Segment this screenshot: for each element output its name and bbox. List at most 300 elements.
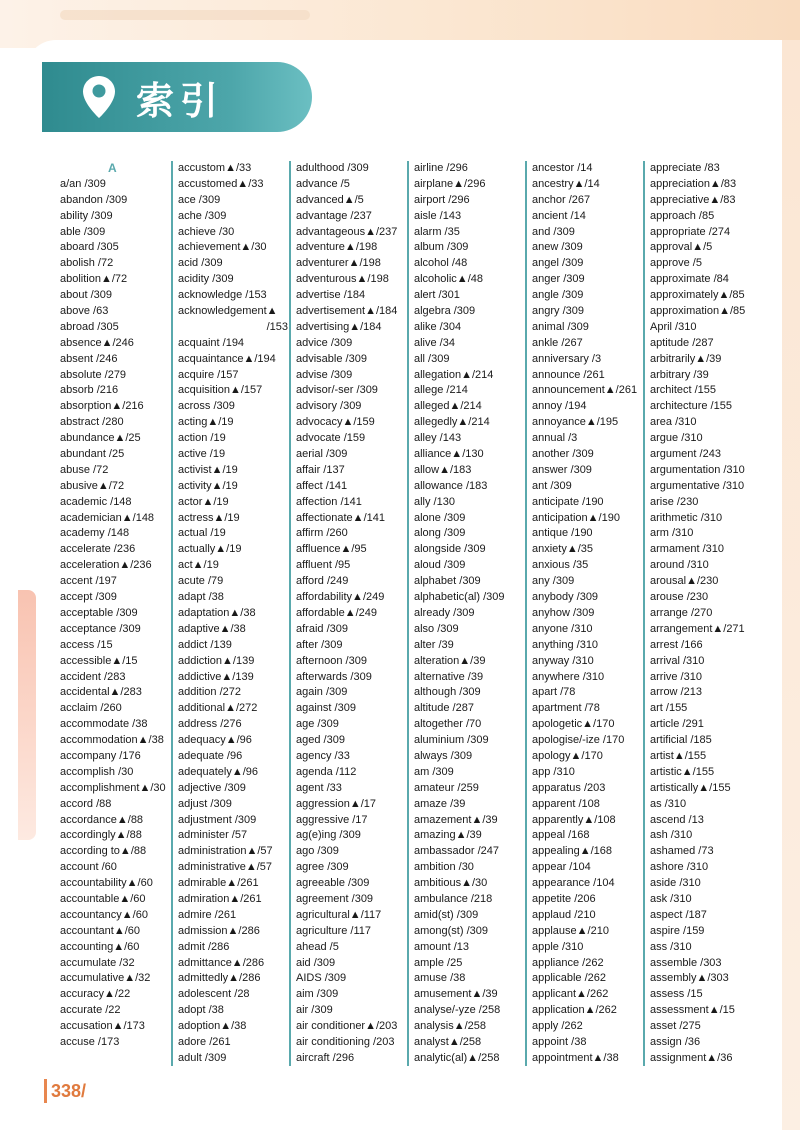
index-entry: airline /296 — [414, 162, 468, 174]
index-entry: acid /309 — [178, 257, 223, 270]
index-entry: airport /296 — [414, 193, 470, 206]
right-edge-strip — [782, 40, 800, 1130]
index-column-2 — [178, 161, 290, 1071]
index-entry: advanced▲/5 — [296, 193, 364, 206]
index-entry: affect /141 — [296, 479, 348, 492]
index-entry: alteration▲/39 — [414, 654, 486, 667]
index-entry: amazement▲/39 — [414, 813, 498, 826]
index-entry: also /309 — [414, 622, 459, 635]
index-entry: as /310 — [650, 797, 687, 810]
index-entry: arise /230 — [650, 495, 699, 508]
index-column-6 — [650, 161, 766, 1071]
index-entry: ashore /310 — [650, 861, 709, 874]
index-entry: accountancy▲/60 — [60, 908, 148, 921]
index-entry: applicant▲/262 — [532, 988, 609, 1001]
index-entry: artistically▲/155 — [650, 781, 731, 794]
index-entry: ambassador /247 — [414, 845, 499, 858]
index-entry: ago /309 — [296, 845, 339, 858]
index-entry: air conditioner▲/203 — [296, 1020, 398, 1033]
index-entry: aloud /309 — [414, 559, 466, 572]
index-entry: acceleration▲/236 — [60, 559, 152, 572]
index-entry: asset /275 — [650, 1020, 701, 1033]
index-entry: advocacy▲/159 — [296, 416, 375, 429]
index-entry: acquisition▲/157 — [178, 384, 263, 397]
index-entry: additional▲/272 — [178, 702, 258, 715]
index-entry: adjustment /309 — [178, 813, 257, 826]
index-entry: abusive▲/72 — [60, 479, 125, 492]
index-entry: addiction▲/139 — [178, 654, 255, 667]
index-entry: armament /310 — [650, 543, 724, 556]
index-entry: alphabet /309 — [414, 575, 481, 588]
index-entry: agriculture /117 — [296, 924, 372, 937]
index-entry: advocate /159 — [296, 432, 366, 445]
index-entry: anything /310 — [532, 638, 599, 651]
index-entry: able /309 — [60, 225, 106, 238]
index-entry: ample /25 — [414, 956, 463, 969]
index-entry: anticipate /190 — [532, 495, 604, 508]
index-entry: angle /309 — [532, 289, 584, 302]
index-entry: aside /310 — [650, 877, 701, 890]
index-entry: approximation▲/85 — [650, 305, 746, 318]
index-entry: acquaintance▲/194 — [178, 352, 276, 365]
index-entry: apologetic▲/170 — [532, 718, 615, 731]
index-entry: adulthood /309 — [296, 162, 369, 174]
index-entry: application▲/262 — [532, 1004, 617, 1017]
index-entry: approximate /84 — [650, 273, 729, 286]
index-entry: anxiety▲/35 — [532, 543, 594, 556]
index-entry: April /310 — [650, 320, 697, 333]
index-entry: accuse /173 — [60, 1035, 120, 1048]
index-entry: any /309 — [532, 575, 575, 588]
index-entry: approximately▲/85 — [650, 289, 745, 302]
index-entry: aisle /143 — [414, 209, 462, 222]
index-entry: allege /214 — [414, 384, 468, 397]
index-entry: administer /57 — [178, 829, 248, 842]
index-entry: approach /85 — [650, 209, 715, 222]
index-entry: accent /197 — [60, 575, 117, 588]
index-entry: anywhere /310 — [532, 670, 605, 683]
index-entry: accident /283 — [60, 670, 126, 683]
index-entry: algebra /309 — [414, 305, 476, 318]
index-entry: article /291 — [650, 718, 704, 731]
index-entry: analyst▲/258 — [414, 1035, 482, 1048]
index-entry: addictive▲/139 — [178, 670, 254, 683]
index-entry: ancestor /14 — [532, 162, 593, 174]
index-entry: academy /148 — [60, 527, 130, 540]
index-entry: amid(st) /309 — [414, 908, 479, 921]
index-entry: agreement /309 — [296, 892, 374, 905]
index-entry: anyhow /309 — [532, 606, 595, 619]
index-entry: affection /141 — [296, 495, 362, 508]
index-entry: absent /246 — [60, 352, 118, 365]
index-entry: appropriate /274 — [650, 225, 731, 238]
index-entry: allegation▲/214 — [414, 368, 494, 381]
index-entry: accounting▲/60 — [60, 940, 140, 953]
index-entry: announcement▲/261 — [532, 384, 638, 397]
index-entry: amateur /259 — [414, 781, 479, 794]
index-entry: ambition /30 — [414, 861, 474, 874]
index-entry: alarm /35 — [414, 225, 460, 238]
index-entry: arouse /230 — [650, 591, 709, 604]
index-entry: annoyance▲/195 — [532, 416, 619, 429]
index-entry: ancient /14 — [532, 209, 586, 222]
index-entry: apparently▲/108 — [532, 813, 616, 826]
index-entry: accordingly▲/88 — [60, 829, 142, 842]
index-entry: apple /310 — [532, 940, 584, 953]
index-entry: amount /13 — [414, 940, 470, 953]
index-entry: allowance /183 — [414, 479, 488, 492]
index-entry: advisor/-ser /309 — [296, 384, 378, 397]
index-entry: accommodate /38 — [60, 718, 148, 731]
index-entry: analytic(al)▲/258 — [414, 1051, 500, 1064]
index-entry: alongside /309 — [414, 543, 486, 556]
index-entry: accordance▲/88 — [60, 813, 144, 826]
index-entry: accuracy▲/22 — [60, 988, 131, 1001]
index-entry: artistic▲/155 — [650, 765, 715, 778]
index-entry: along /309 — [414, 527, 466, 540]
index-column-1 — [60, 161, 170, 1071]
index-entry: arrange /270 — [650, 606, 713, 619]
index-entry: ahead /5 — [296, 940, 339, 953]
index-entry: absorb /216 — [60, 384, 119, 397]
index-entry: amaze /39 — [414, 797, 466, 810]
index-entry: appreciation▲/83 — [650, 177, 737, 190]
index-entry: appealing▲/168 — [532, 845, 613, 858]
index-entry: aggressive /17 — [296, 813, 368, 826]
index-entry: advisable /309 — [296, 352, 367, 365]
index-entry: adopt /38 — [178, 1004, 224, 1017]
index-entry: adjust /309 — [178, 797, 232, 810]
index-entry: alike /304 — [414, 320, 462, 333]
index-entry: accelerate /236 — [60, 543, 136, 556]
index-entry: appetite /206 — [532, 892, 596, 905]
index-entry: aspect /187 — [650, 908, 707, 921]
index-entry: advertise /184 — [296, 289, 366, 302]
index-entry: architecture /155 — [650, 400, 732, 413]
index-entry: accomplish /30 — [60, 765, 134, 778]
index-entry: applause▲/210 — [532, 924, 609, 937]
index-title-banner — [42, 62, 312, 132]
index-entry: achievement▲/30 — [178, 241, 267, 254]
index-entry: advertising▲/184 — [296, 320, 382, 333]
index-entry: argumentative /310 — [650, 479, 745, 492]
index-entry: always /309 — [414, 749, 473, 762]
index-entry: argument /243 — [650, 448, 721, 461]
index-entry: admirable▲/261 — [178, 877, 259, 890]
index-entry: acknowledge /153 — [178, 289, 267, 302]
index-entry: am /309 — [414, 765, 454, 778]
index-entry: assemble /303 — [650, 956, 722, 969]
index-entry: acute /79 — [178, 575, 224, 588]
index-entry: anchor /267 — [532, 193, 591, 206]
index-entry: actually▲/19 — [178, 543, 242, 556]
index-entry: actress▲/19 — [178, 511, 240, 524]
index-entry: annual /3 — [532, 432, 578, 445]
index-entry: against /309 — [296, 702, 356, 715]
index-entry: access /15 — [60, 638, 113, 651]
index-entry: air conditioning /203 — [296, 1035, 395, 1048]
index-entry: architect /155 — [650, 384, 717, 397]
index-entry: affordability▲/249 — [296, 591, 385, 604]
index-entry: alleged▲/214 — [414, 400, 482, 413]
index-entry: ability /309 — [60, 209, 113, 222]
index-entry: absolute /279 — [60, 368, 127, 381]
index-entry: adequacy▲/96 — [178, 734, 252, 747]
index-entry: advice /309 — [296, 336, 353, 349]
index-entry: affirm /260 — [296, 527, 348, 540]
index-entry: abandon /309 — [60, 193, 128, 206]
index-entry: another /309 — [532, 448, 594, 461]
index-entry: apology▲/170 — [532, 749, 603, 762]
index-entry: ash /310 — [650, 829, 693, 842]
index-entry: admire /261 — [178, 908, 237, 921]
index-column-3 — [296, 161, 412, 1071]
index-entry: album /309 — [414, 241, 469, 254]
index-entry: adult /309 — [178, 1051, 227, 1064]
index-entry: area /310 — [650, 416, 697, 429]
index-entry: aluminium /309 — [414, 734, 489, 747]
location-pin-icon — [82, 75, 116, 119]
index-entry: assessment▲/15 — [650, 1004, 735, 1017]
index-entry: analysis▲/258 — [414, 1020, 487, 1033]
index-entry: about /309 — [60, 289, 112, 302]
index-entry: actual /19 — [178, 527, 226, 540]
index-entry: accord /88 — [60, 797, 112, 810]
index-entry: agreeable /309 — [296, 877, 370, 890]
index-entry: acceptable /309 — [60, 606, 138, 619]
index-entry: advance /5 — [296, 177, 350, 190]
index-entry: among(st) /309 — [414, 924, 488, 937]
index-entry: advantage /237 — [296, 209, 372, 222]
index-entry: arbitrary /39 — [650, 368, 709, 381]
index-entry: address /276 — [178, 718, 242, 731]
index-entry: and /309 — [532, 225, 575, 238]
index-entry: addict /139 — [178, 638, 232, 651]
index-entry: academician▲/148 — [60, 511, 155, 524]
index-entry: arrow /213 — [650, 686, 702, 699]
index-entry: appreciative▲/83 — [650, 193, 736, 206]
index-entry: aged /309 — [296, 734, 345, 747]
index-entry: administration▲/57 — [178, 845, 273, 858]
index-entry: alternative /39 — [414, 670, 484, 683]
index-entry: activity▲/19 — [178, 479, 238, 492]
index-entry: aerial /309 — [296, 448, 348, 461]
index-entry: alliance▲/130 — [414, 448, 484, 461]
index-entry: academic /148 — [60, 495, 132, 508]
index-entry: action /19 — [178, 432, 226, 445]
index-entry: app /310 — [532, 765, 575, 778]
page-number — [44, 1076, 86, 1106]
index-entry: ashamed /73 — [650, 845, 714, 858]
index-entry: accompany /176 — [60, 749, 141, 762]
index-entry: arm /310 — [650, 527, 694, 540]
index-entry: angel /309 — [532, 257, 584, 270]
index-entry: alone /309 — [414, 511, 466, 524]
index-entry: afraid /309 — [296, 622, 348, 635]
index-entry: account /60 — [60, 861, 117, 874]
index-entry: anticipation▲/190 — [532, 511, 620, 524]
index-entry: around /310 — [650, 559, 709, 572]
index-entry: adventure▲/198 — [296, 241, 378, 254]
index-entry: applaud /210 — [532, 908, 596, 921]
index-entry: adaptation▲/38 — [178, 606, 256, 619]
index-entry: accustomed▲/33 — [178, 177, 264, 190]
index-entry: ally /130 — [414, 495, 455, 508]
index-entry: ask /310 — [650, 892, 692, 905]
index-entry: acquaint /194 — [178, 336, 245, 349]
index-entry: abolish /72 — [60, 257, 114, 270]
index-entry: adequately▲/96 — [178, 765, 259, 778]
index-entry: anew /309 — [532, 241, 583, 254]
index-entry: adolescent /28 — [178, 988, 250, 1001]
index-entry: aptitude /287 — [650, 336, 714, 349]
index-entry: activist▲/19 — [178, 463, 238, 476]
index-entry: airplane▲/296 — [414, 177, 486, 190]
index-entry: accommodation▲/38 — [60, 734, 164, 747]
index-entry: answer /309 — [532, 463, 592, 476]
index-entry: ambulance /218 — [414, 892, 493, 905]
index-entry: apart /78 — [532, 686, 576, 699]
index-entry: addition /272 — [178, 686, 241, 699]
section-letter: A — [108, 161, 117, 175]
index-entry: arousal▲/230 — [650, 575, 719, 588]
index-entry: abuse /72 — [60, 463, 109, 476]
index-entry: afterwards /309 — [296, 670, 372, 683]
index-entry: argumentation /310 — [650, 463, 745, 476]
index-entry: arithmetic /310 — [650, 511, 723, 524]
index-entry: ant /309 — [532, 479, 572, 492]
index-entry: appoint /38 — [532, 1035, 587, 1048]
index-entry: alert /301 — [414, 289, 460, 302]
index-entry: according to▲/88 — [60, 845, 147, 858]
index-entry: admiration▲/261 — [178, 892, 262, 905]
index-entry: after /309 — [296, 638, 343, 651]
index-entry: aircraft /296 — [296, 1051, 355, 1064]
index-entry: adventurous▲/198 — [296, 273, 389, 286]
index-entry: anybody /309 — [532, 591, 599, 604]
index-entry: above /63 — [60, 305, 109, 318]
index-entry: accidental▲/283 — [60, 686, 142, 699]
index-entry: ascend /13 — [650, 813, 704, 826]
index-entry: affluence▲/95 — [296, 543, 367, 556]
index-entry: abundance▲/25 — [60, 432, 141, 445]
index-entry: act▲/19 — [178, 559, 219, 572]
index-entry: acceptance /309 — [60, 622, 141, 635]
index-entry: advisory /309 — [296, 400, 362, 413]
index-entry: accurate /22 — [60, 1004, 121, 1017]
index-entry: all /309 — [414, 352, 450, 365]
index-entry: apartment /78 — [532, 702, 600, 715]
index-entry: allow▲/183 — [414, 463, 472, 476]
index-entry: ass /310 — [650, 940, 692, 953]
index-entry: adapt /38 — [178, 591, 224, 604]
index-entry: appreciate /83 — [650, 162, 720, 174]
index-entry: admittedly▲/286 — [178, 972, 261, 985]
index-entry: adore /261 — [178, 1035, 231, 1048]
index-entry: abroad /305 — [60, 320, 119, 333]
index-entry: accountable▲/60 — [60, 892, 146, 905]
index-entry: acknowledgement▲ — [178, 305, 278, 318]
index-entry: adaptive▲/38 — [178, 622, 246, 635]
index-entry: affair /137 — [296, 463, 345, 476]
index-entry: actor▲/19 — [178, 495, 229, 508]
index-entry: assembly▲/303 — [650, 972, 729, 985]
index-entry: assess /15 — [650, 988, 703, 1001]
index-entry: accountability▲/60 — [60, 877, 153, 890]
index-entry: acquire /157 — [178, 368, 239, 381]
index-entry: accountant▲/60 — [60, 924, 140, 937]
header-strip — [60, 10, 310, 20]
index-entry: ache /309 — [178, 209, 227, 222]
index-entry: appearance /104 — [532, 877, 615, 890]
index-entry: announce /261 — [532, 368, 605, 381]
index-entry: agenda /112 — [296, 765, 357, 778]
index-entry: apparatus /203 — [532, 781, 606, 794]
index-entry: aspire /159 — [650, 924, 705, 937]
index-entry: admission▲/286 — [178, 924, 260, 937]
index-entry: altogether /70 — [414, 718, 482, 731]
index-entry: abundant /25 — [60, 448, 125, 461]
index-entry: affluent /95 — [296, 559, 351, 572]
index-entry: anxious /35 — [532, 559, 589, 572]
index-entry: arrive /310 — [650, 670, 702, 683]
index-entry: appear /104 — [532, 861, 591, 874]
index-entry: appliance /262 — [532, 956, 604, 969]
index-columns — [60, 161, 772, 1071]
index-entry: accessible▲/15 — [60, 654, 138, 667]
index-entry: agency /33 — [296, 749, 350, 762]
index-entry: appointment▲/38 — [532, 1051, 619, 1064]
index-entry: arrest /166 — [650, 638, 703, 651]
index-entry: ace /309 — [178, 193, 221, 206]
index-entry: amazing▲/39 — [414, 829, 482, 842]
index-entry: again /309 — [296, 686, 348, 699]
index-entry: apply /262 — [532, 1020, 583, 1033]
index-entry: accumulative▲/32 — [60, 972, 151, 985]
page-number-bar — [44, 1079, 47, 1103]
index-entry: anyone /310 — [532, 622, 593, 635]
index-entry: absorption▲/216 — [60, 400, 144, 413]
index-entry: accept /309 — [60, 591, 117, 604]
index-entry: adventurer▲/198 — [296, 257, 381, 270]
index-entry: allegedly▲/214 — [414, 416, 490, 429]
index-entry: analyse/-yze /258 — [414, 1004, 501, 1017]
index-entry: ag(e)ing /309 — [296, 829, 361, 842]
index-entry: art /155 — [650, 702, 688, 715]
index-entry: a/an /309 — [60, 177, 106, 190]
index-entry: accustom▲/33 — [178, 162, 252, 174]
index-entry: alcohol /48 — [414, 257, 468, 270]
index-entry: apparent /108 — [532, 797, 600, 810]
index-entry: adjective /309 — [178, 781, 246, 794]
index-entry: achieve /30 — [178, 225, 235, 238]
index-entry: acting▲/19 — [178, 416, 234, 429]
index-entry: afford /249 — [296, 575, 349, 588]
index-entry: agent /33 — [296, 781, 342, 794]
index-entry: assign /36 — [650, 1035, 701, 1048]
index-entry: arbitrarily▲/39 — [650, 352, 722, 365]
index-entry: across /309 — [178, 400, 235, 413]
index-entry: acclaim /260 — [60, 702, 122, 715]
index-entry: age /309 — [296, 718, 339, 731]
index-entry: active /19 — [178, 448, 226, 461]
index-entry: alter /39 — [414, 638, 454, 651]
index-entry: antique /190 — [532, 527, 593, 540]
index-entry: alcoholic▲/48 — [414, 273, 483, 286]
index-entry: admittance▲/286 — [178, 956, 265, 969]
index-entry: agricultural▲/117 — [296, 908, 382, 921]
index-entry: admit /286 — [178, 940, 230, 953]
